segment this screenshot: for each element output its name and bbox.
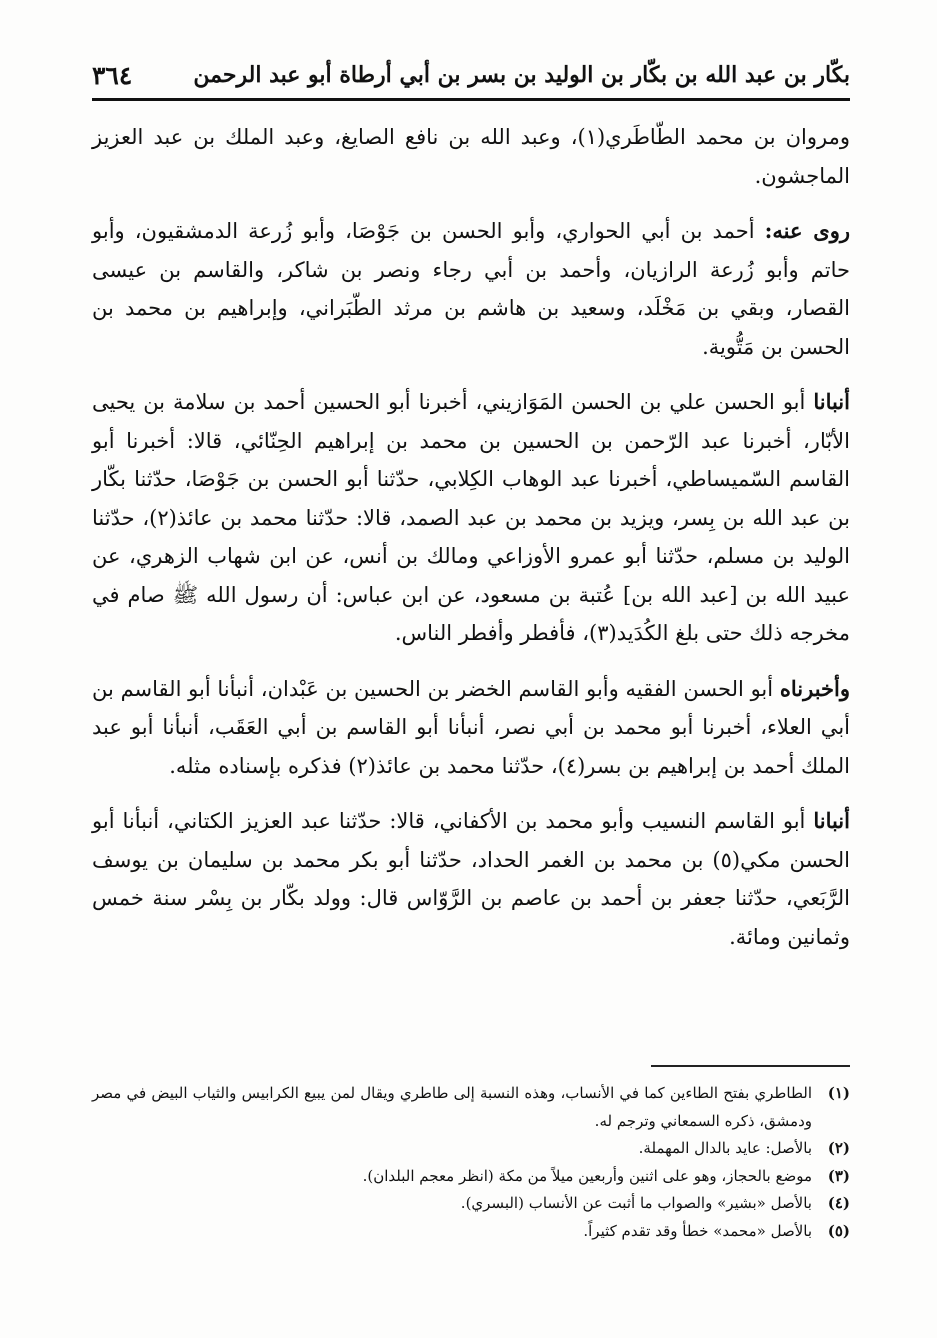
paragraph — [92, 212, 850, 366]
footnote-number: (٤) — [827, 1194, 850, 1212]
main-text — [92, 118, 850, 973]
paragraph-text: أبو القاسم النسيب وأبو محمد بن الأكفاني، قالا: حدّثنا عبد العزيز الكتاني، أنبأنا أبو الحسن مكي(٥) بن محمد بن الغمر الحداد، حدّثنا أبو بكر محمد بن سليمان بن يوسف الرَّبَعي، حدّثنا جعفر بن أحمد بن عاصم بن الرَّوّاس قال: وولد بكّار بن بِسْر سنة خمس وثمانين ومائة. — [92, 809, 850, 949]
footnote-text: بالأصل: عايد بالدال المهملة. — [638, 1139, 812, 1157]
page-number: ٣٦٤ — [92, 60, 133, 90]
paragraph-text: أحمد بن أبي الحواري، وأبو الحسن بن جَوْصَا، وأبو زُرعة الدمشقيون، وأبو حاتم وأبو زُرعة الرازيان، وأحمد بن أبي رجاء ونصر بن شاكر، والقاسم بن عيسى القصار، وبقي بن مَخْلَد، وسعيد بن هاشم بن مرثد الطّبَراني، وإبراهيم بن محمد بن الحسن بن مَتُّوية. — [92, 219, 850, 359]
footnote-text: بالأصل «بشير» والصواب ما أثبت عن الأنساب (البسري). — [460, 1194, 812, 1212]
paragraph-lead: روى عنه: — [764, 218, 850, 243]
footnote-number: (٥) — [827, 1221, 850, 1240]
footnote-number: (٢) — [827, 1139, 850, 1157]
footnote-item — [92, 1080, 850, 1135]
footnotes — [92, 1080, 850, 1245]
paragraph-lead: أنبانا — [813, 389, 850, 414]
footnote-item — [92, 1135, 850, 1163]
footnote-text: بالأصل «محمد» خطأ وقد تقدم كثيراً. — [583, 1221, 812, 1240]
footnote-divider — [651, 1065, 850, 1067]
paragraph-text: ومروان بن محمد الطّاطَري(١)، وعبد الله بن نافع الصايغ، وعبد الملك بن عبد العزيز الماجشون. — [92, 125, 850, 188]
paragraph-text: أبو الحسن علي بن الحسن المَوَازيني، أخبرنا أبو الحسين أحمد بن سلامة بن يحيى الأبّار، أخبرنا عبد الرّحمن بن الحسين بن محمد بن إبراهيم الحِنّائي، قالا: أخبرنا أبو القاسم السّميساطي، أخبرنا عبد الوهاب الكِلابي، حدّثنا أبو الحسن بن جَوْصَا، حدّثنا بكّار بن عبد الله بن بِسر، ويزيد بن محمد بن عبد الصمد، قالا: حدّثنا محمد بن عائذ(٢)، حدّثنا الوليد بن مسلم، حدّثنا أبو عمرو الأوزاعي ومالك بن أنس، عن ابن شهاب الزهري، عن عبيد الله بن [عبد الله بن] عُتبة بن مسعود، عن ابن عباس: أن رسول الله ﷺ صام في مخرجه ذلك حتى بلغ الكُدَيد(٣)، فأفطر وأفطر الناس. — [92, 390, 850, 645]
footnote-item — [92, 1190, 850, 1218]
footnote-number: (٣) — [827, 1166, 850, 1185]
footnote-item — [92, 1163, 850, 1191]
footnote-item — [92, 1218, 850, 1246]
paragraph — [92, 802, 850, 956]
footnote-text: موضع بالحجاز، وهو على اثنين وأربعين ميلاً من مكة (انظر معجم البلدان). — [362, 1166, 812, 1185]
paragraph-lead: أنبانا — [813, 808, 850, 833]
paragraph — [92, 383, 850, 653]
footnote-text: الطاطري بفتح الطاءين كما في الأنساب، وهذه النسبة إلى طاطري ويقال لمن يبيع الكرابيس والثياب البيض في مصر ودمشق، ذكره السمعاني وترجم له. — [92, 1084, 812, 1130]
paragraph-text: أبو الحسن الفقيه وأبو القاسم الخضر بن الحسين بن عَبْدان، أنبأنا أبو القاسم بن أبي العلاء، أخبرنا أبو محمد بن أبي نصر، أنبأنا أبو القاسم بن أبي العَقَب، أنبأنا أبو عبد الملك أحمد بن إبراهيم بن بسر(٤)، حدّثنا محمد بن عائذ(٢) فذكره بإسناده مثله. — [92, 676, 850, 778]
footnote-number: (١) — [827, 1084, 850, 1102]
running-header — [92, 52, 850, 101]
paragraph-lead: وأخبرناه — [779, 675, 850, 701]
header-title: بكّار بن عبد الله بن بكّار بن الوليد بن بسر بن أبي أرطاة أبو عبد الرحمن — [193, 62, 850, 88]
paragraph — [92, 118, 850, 195]
paragraph — [92, 670, 850, 786]
